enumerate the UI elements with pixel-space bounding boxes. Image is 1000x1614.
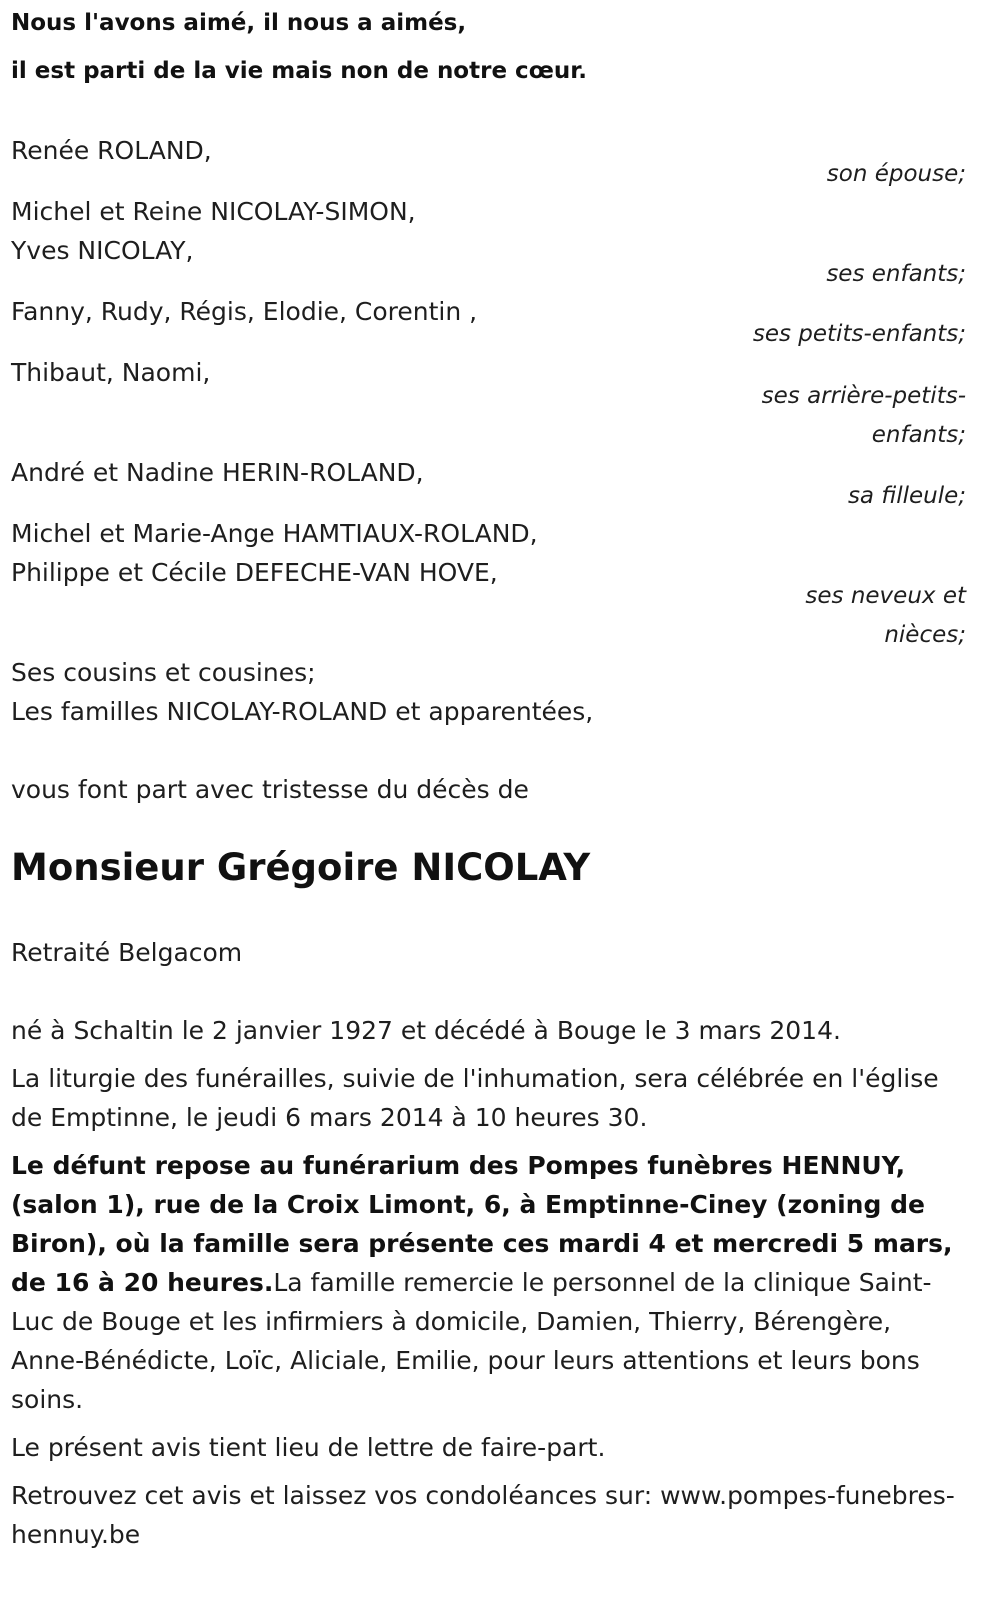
birth-death-line: né à Schaltin le 2 janvier 1927 et décédé à Bouge le 3 mars 2014. xyxy=(11,1016,841,1045)
great-grandchildren-names: Thibaut, Naomi, xyxy=(11,358,211,387)
deceased-occupation: Retraité Belgacom xyxy=(11,938,243,967)
goddaughter-name: André et Nadine HERIN-ROLAND, xyxy=(11,458,424,487)
rest-location-text: Le défunt repose au funérarium des Pompes funèbres HENNUY, (salon 1), rue de la Croix Limont, 6, à Emptinne-Ciney (zoning de Biron), où la famille sera présente ces mardi 4 et mercredi 5 mars, de 16 à 20 heures. xyxy=(11,1151,953,1297)
families-line: Les familles NICOLAY-ROLAND et apparentées, xyxy=(11,697,594,726)
liturgy-paragraph: La liturgie des funérailles, suivie de l'inhumation, sera célébrée en l'église de Emptinne, le jeudi 6 mars 2014 à 10 heures 30. xyxy=(11,1064,939,1132)
deceased-name: Monsieur Grégoire NICOLAY xyxy=(11,846,591,889)
epigraph-line-1: Nous l'avons aimé, il nous a aimés, xyxy=(11,10,467,36)
great-grandchildren-role: ses arrière-petits- enfants; xyxy=(761,383,966,448)
condolences-line: Retrouvez cet avis et laissez vos condoléances sur: www.pompes-funebres-hennuy.be xyxy=(11,1481,955,1549)
children-role: ses enfants; xyxy=(826,261,966,287)
nephew-name-2: Philippe et Cécile DEFECHE-VAN HOVE, xyxy=(11,558,498,587)
goddaughter-role: sa filleule; xyxy=(847,483,966,509)
spouse-role: son épouse; xyxy=(826,161,966,187)
announcement-line: vous font part avec tristesse du décès de xyxy=(11,775,529,804)
nephews-role: ses neveux et nièces; xyxy=(805,583,966,648)
child-name-1: Michel et Reine NICOLAY-SIMON, xyxy=(11,197,416,226)
epigraph-line-2: il est parti de la vie mais non de notre cœur. xyxy=(11,58,588,84)
details-block xyxy=(11,1011,971,1554)
grandchildren-role: ses petits-enfants; xyxy=(752,321,966,347)
rest-and-thanks-paragraph xyxy=(11,1146,971,1419)
nephew-name-1: Michel et Marie-Ange HAMTIAUX-ROLAND, xyxy=(11,519,538,548)
child-name-2: Yves NICOLAY, xyxy=(11,236,194,265)
thanks-text: La famille remercie le personnel de la clinique Saint-Luc de Bouge et les infirmiers à domicile, Damien, Thierry, Bérengère, Anne-Bénédicte, Loïc, Aliciale, Emilie, pour leurs attentions et leurs bons soins. xyxy=(11,1268,932,1414)
grandchildren-names: Fanny, Rudy, Régis, Elodie, Corentin , xyxy=(11,297,478,326)
spouse-name: Renée ROLAND, xyxy=(11,136,212,165)
cousins-line: Ses cousins et cousines; xyxy=(11,658,316,687)
notice-line: Le présent avis tient lieu de lettre de faire-part. xyxy=(11,1433,606,1462)
